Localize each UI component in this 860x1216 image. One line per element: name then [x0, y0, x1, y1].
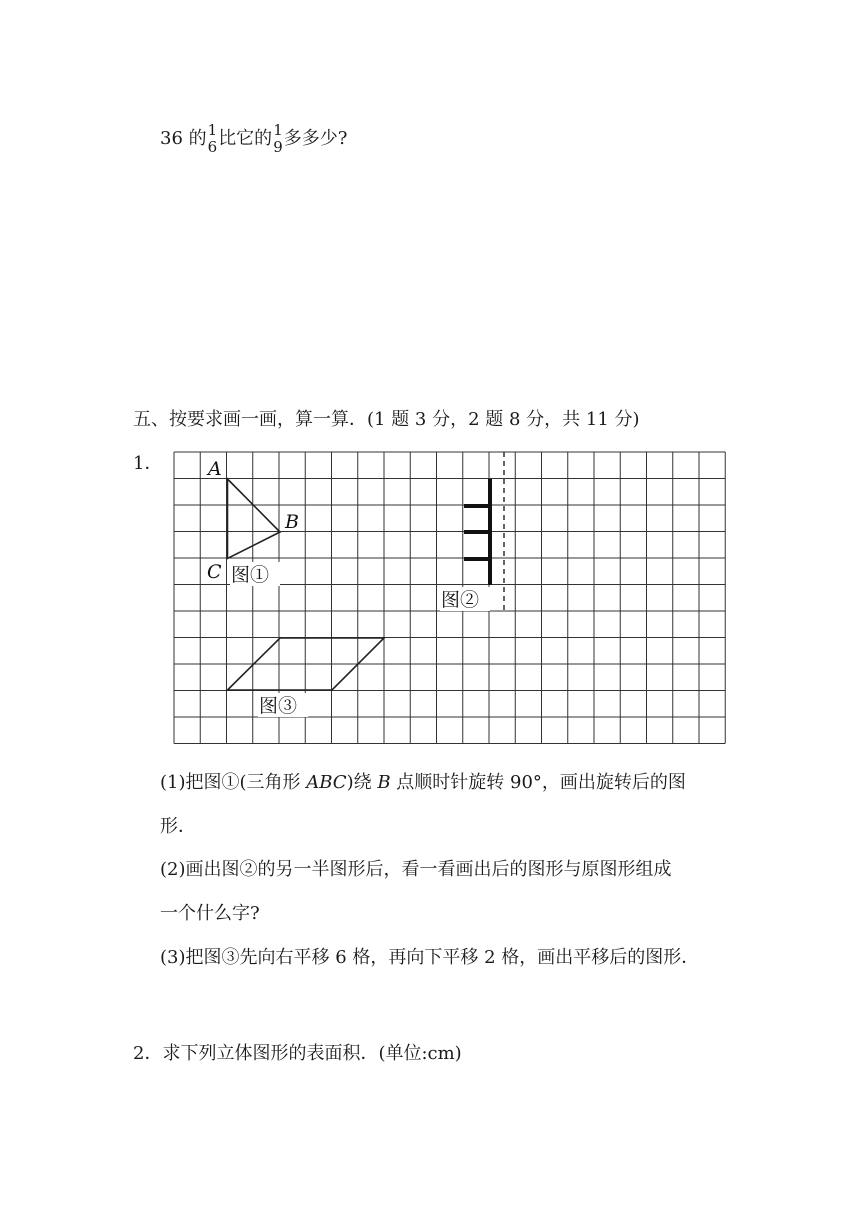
fraction-problem	[160, 122, 347, 156]
figure-2-half-character	[464, 479, 490, 585]
figure-3-label: 图③	[259, 695, 298, 717]
subquestion-1-line-1	[160, 771, 686, 795]
fraction-numerator: 1	[273, 121, 283, 139]
section-heading: 五、按要求画一画，算一算．(1 题 3 分，2 题 8 分，共 11 分)	[133, 409, 640, 430]
triangle-abc	[228, 479, 281, 559]
triangle-name: ABC	[306, 772, 347, 793]
fraction-one-sixth	[208, 122, 218, 156]
vertex-label-b: B	[285, 511, 299, 533]
problem-mid: 比它的	[218, 128, 273, 149]
fraction-one-ninth	[273, 122, 283, 156]
subquestion-1-line-2: 形．	[160, 816, 196, 837]
fraction-numerator: 1	[207, 121, 218, 139]
vertex-label-c: C	[207, 561, 222, 583]
question-2: 2．求下列立体图形的表面积．(单位:cm)	[133, 1043, 462, 1064]
fraction-denominator: 9	[273, 138, 283, 156]
subquestion-2-line-1: (2)画出图②的另一半图形后，看一看画出后的图形与原图形组成	[160, 859, 672, 880]
figure-2-label: 图②	[441, 589, 480, 611]
subquestion-3: (3)把图③先向右平移 6 格，再向下平移 2 格，画出平移后的图形．	[160, 947, 700, 968]
question-number: 1．	[133, 453, 163, 474]
sub1-text: 点顺时针旋转 90°，画出旋转后的图	[390, 772, 686, 793]
problem-prefix: 36 的	[160, 128, 207, 149]
fraction-denominator: 6	[207, 138, 218, 156]
point-b: B	[377, 772, 391, 793]
sub1-text: )绕	[346, 772, 378, 793]
figure-1-label: 图①	[231, 564, 270, 586]
sub1-text: (1)把图①(三角形	[160, 772, 307, 793]
vertex-label-a: A	[208, 458, 222, 480]
grid-figure	[170, 450, 730, 750]
subquestion-2-line-2: 一个什么字?	[160, 903, 260, 924]
problem-suffix: 多多少?	[283, 128, 348, 149]
